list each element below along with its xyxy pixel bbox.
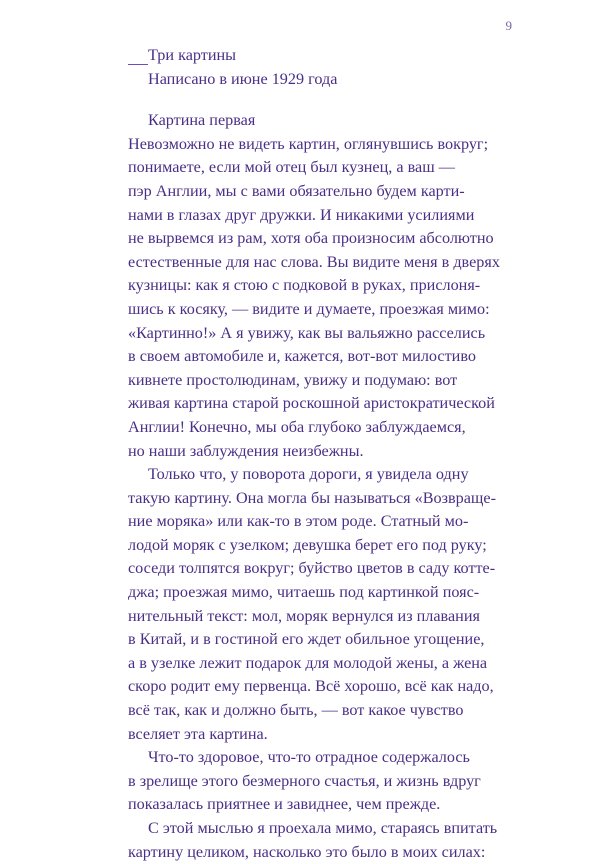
text-line: но наши заблуждения неизбежны. <box>128 441 364 460</box>
chapter-title-row <box>128 44 490 68</box>
section-heading: Картина первая <box>148 111 256 130</box>
text-line: Что-то здоровое, что-то отрадное содержалось <box>148 748 470 767</box>
text-line: всё так, как и должно быть, — вот какое чувство <box>128 701 464 720</box>
paragraph <box>128 463 496 746</box>
paragraph <box>128 817 498 864</box>
text-line: естественные для нас слова. Вы видите меня в дверях <box>128 252 500 271</box>
text-line: понимаете, если мой отец был кузнец, а ваш — <box>128 158 455 177</box>
text-line: Невозможно не видеть картин, оглянувшись вокруг; <box>128 134 489 153</box>
text-line: нительный текст: мол, моряк вернулся из плавания <box>128 606 480 625</box>
text-line: показалась приятнее и завиднее, чем прежде. <box>128 795 441 814</box>
text-line: в Китай, и в гостиной его ждет обильное угощение, <box>128 630 485 649</box>
text-line: «Картинно!» А я увижу, как вы вальяжно расселись <box>128 323 486 342</box>
chapter-subtitle: Написано в июне 1929 года <box>148 69 338 88</box>
text-line: шись к косяку, — видите и думаете, проезжая мимо: <box>128 299 490 318</box>
text-line: джа; проезжая мимо, читаешь под картинкой пояс- <box>128 583 480 602</box>
page-content <box>128 44 500 864</box>
text-line: картину целиком, насколько это было в моих силах: <box>128 842 486 861</box>
text-line: в своем автомобиле и, кажется, вот-вот милостиво <box>128 347 476 366</box>
chapter-title: Три картины <box>148 46 237 64</box>
title-rule <box>128 64 148 65</box>
text-line: пэр Англии, мы с вами обязательно будем карти- <box>128 181 465 200</box>
page-number: 9 <box>505 18 512 33</box>
text-line: в зрелище этого безмерного счастья, и жизнь вдруг <box>128 771 481 790</box>
paragraph <box>128 133 500 463</box>
text-line: кузницы: как я стою с подковой в руках, прислоня- <box>128 276 481 295</box>
paragraph <box>128 746 490 817</box>
text-line: Англии! Конечно, мы оба глубоко заблуждаемся, <box>128 417 466 436</box>
text-line: не вырвемся из рам, хотя оба произносим абсолютно <box>128 229 494 248</box>
text-line: вселяет эта картина. <box>128 724 268 743</box>
text-line: кивнете простолюдинам, увижу и подумаю: вот <box>128 370 458 389</box>
text-line: соседи толпятся вокруг; буйство цветов в саду котте- <box>128 559 496 578</box>
body-text <box>128 133 500 864</box>
text-line: лодой моряк с узелком; девушка берет его под руку; <box>128 535 487 554</box>
text-line: живая картина старой роскошной аристократической <box>128 394 495 413</box>
text-line: а в узелке лежит подарок для молодой жены, а жена <box>128 653 488 672</box>
spacer <box>128 91 490 109</box>
text-line: такую картину. Она могла бы называться «Возвраще- <box>128 488 496 507</box>
text-line: скоро родит ему первенца. Всё хорошо, всё как надо, <box>128 677 494 696</box>
text-line: Только что, у поворота дороги, я увидела одну <box>148 465 469 484</box>
text-line: ние моряка» или как-то в этом роде. Статный мо- <box>128 512 469 531</box>
text-line: С этой мыслью я проехала мимо, стараясь впитать <box>148 819 498 837</box>
text-line: нами в глазах друг дружки. И никакими усилиями <box>128 205 475 224</box>
